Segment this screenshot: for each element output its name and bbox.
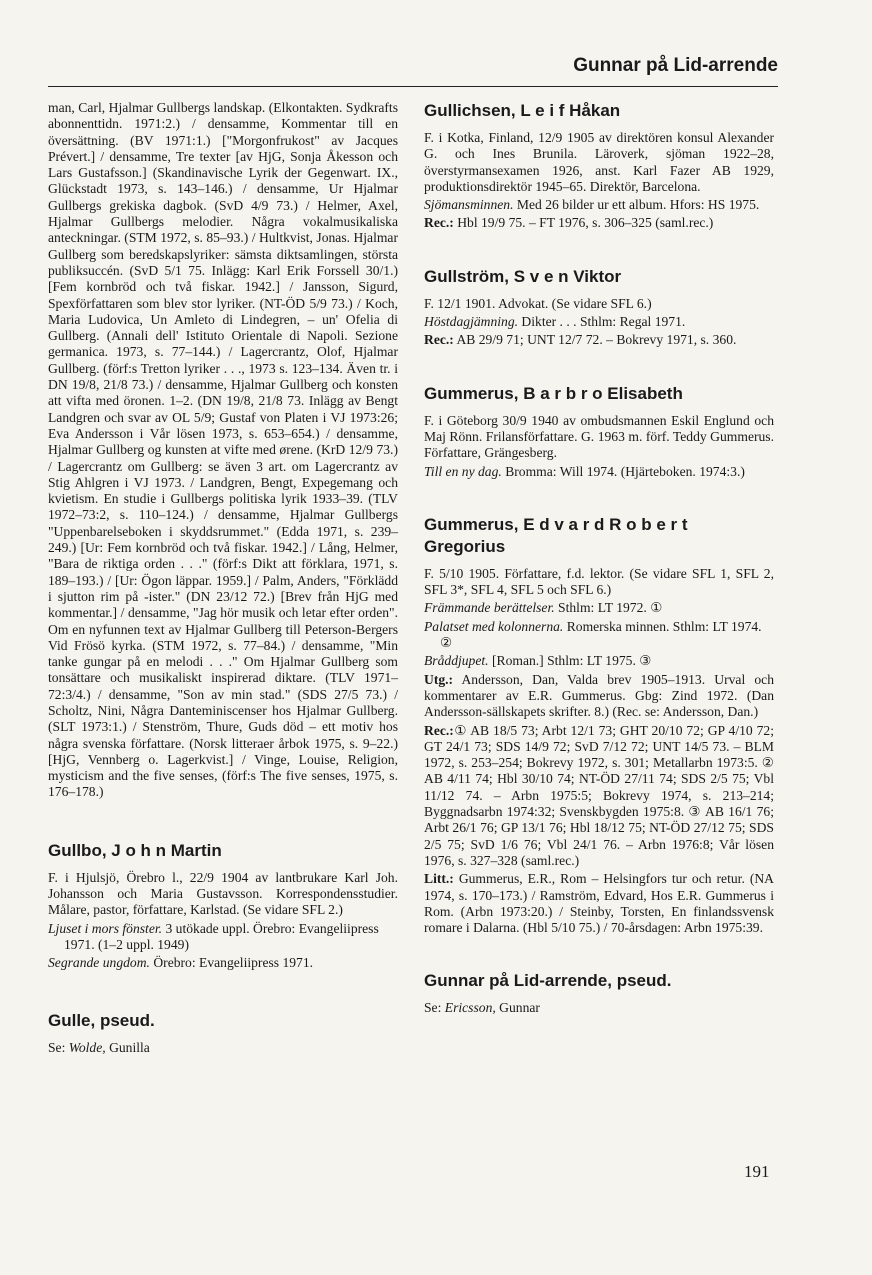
- reviews-text: Hbl 19/9 75. – FT 1976, s. 306–325 (saml.rec.): [453, 215, 714, 231]
- work-title: Segrande ungdom.: [48, 955, 150, 971]
- literature-text: Gummerus, E.R., Rom – Helsingfors tur och retur. (NA 1974, s. 170–173.) / Ramström, Edvard, Hos E.R. Gummerus i Rom. (Arbn 1973:20.) / Steinby, Torsten, En finlandssvensk romare i Dalarna. (Hbl 5/10 75.) / 70-årsdagen: Arbn 1975:39.: [424, 871, 774, 936]
- reviews-text: AB 29/9 71; UNT 12/7 72. – Bokrevy 1971, s. 360.: [453, 332, 737, 348]
- work-item: [48, 955, 398, 971]
- see-prefix: Se:: [424, 1000, 445, 1016]
- page-number: 191: [744, 1162, 770, 1181]
- entry-gullbo: [48, 840, 398, 972]
- entry-gullstrom: [424, 266, 774, 349]
- see-rest: Gunilla: [105, 1039, 150, 1055]
- work-item: [424, 464, 774, 480]
- entry-heading: Gunnar på Lid-arrende, pseud.: [424, 971, 672, 991]
- work-title: Palatset med kolonnerna.: [424, 618, 564, 634]
- work-item: [424, 314, 774, 330]
- entry-gullichsen: [424, 100, 774, 232]
- work-details: 3 utökade uppl. Örebro: Evangeliipress 1971. (1–2 uppl. 1949): [64, 920, 379, 952]
- reviews-label: Rec.:: [424, 722, 454, 738]
- literature: [424, 871, 774, 936]
- entry-heading: Gulle, pseud.: [48, 1010, 155, 1030]
- work-details: [Roman.] Sthlm: LT 1975. ③: [488, 653, 652, 669]
- work-item: [48, 921, 398, 954]
- entry-heading: Gummerus, B a r b r o Elisabeth: [424, 383, 683, 403]
- entry-heading: Gullbo, J o h n Martin: [48, 840, 222, 860]
- entry-heading: Gullichsen, L e i f Håkan: [424, 101, 621, 120]
- see-reference: [424, 1000, 774, 1016]
- work-item: [424, 653, 774, 669]
- heading-line: Gummerus, E d v a r d R o b e r t: [424, 514, 688, 534]
- entry-gummerus-edvard: [424, 514, 774, 937]
- work-title: Främmande berättelser.: [424, 600, 555, 616]
- reviews: [424, 723, 774, 870]
- right-column: [424, 100, 774, 1019]
- running-header: Gunnar på Lid-arrende: [573, 55, 778, 76]
- work-details: Bromma: Will 1974. (Hjärteboken. 1974:3.): [501, 463, 745, 479]
- left-column: [48, 100, 398, 1058]
- literature-label: Litt.:: [424, 871, 454, 887]
- entry-gulle: [48, 1010, 398, 1056]
- work-title: Ljuset i mors fönster.: [48, 920, 163, 936]
- entry-heading: Gullström, S v e n Viktor: [424, 266, 622, 286]
- editions-label: Utg.:: [424, 671, 454, 687]
- entry-bio: F. i Kotka, Finland, 12/9 1905 av direktören konsul Alexander G. och Ines Brunila. Läroverk, sjöman 1922–28, överstyrmansexamen 1926, anst. Karl Fazer AB 1929, produktionsdirektör 1945–65. Direktör, Barcelona.: [424, 130, 774, 194]
- entry-gummerus-barbro: [424, 383, 774, 480]
- work-item: [424, 600, 774, 616]
- entry-bio: F. 5/10 1905. Författare, f.d. lektor. (Se vidare SFL 1, SFL 2, SFL 3*, SFL 4, SFL 5 och SFL 6.): [424, 565, 774, 598]
- see-rest: Gunnar: [495, 1000, 540, 1016]
- work-item: [424, 619, 774, 652]
- entry-heading: [424, 514, 774, 558]
- work-title: Till en ny dag.: [424, 463, 502, 479]
- reviews-label: Rec.:: [424, 215, 454, 231]
- see-reference: [48, 1040, 398, 1056]
- reviews: [424, 215, 774, 231]
- work-details: Dikter . . . Sthlm: Regal 1971.: [518, 314, 686, 330]
- editions: [424, 672, 774, 721]
- work-title: Bråddjupet.: [424, 653, 489, 669]
- see-name: Wolde,: [68, 1039, 106, 1055]
- see-prefix: Se:: [48, 1039, 69, 1055]
- header-rule: [48, 86, 778, 87]
- reviews-text: ① AB 18/5 73; Arbt 12/1 73; GHT 20/10 72; GP 4/10 72; GT 24/1 73; SDS 14/9 72; SvD 7/12 72; UNT 14/5 73. – BLM 1972, s. 253–254; Bokrevy 1972, s. 301; Metallarbn 1973:5. ② AB 4/11 74; Hbl 30/10 74; NT-ÖD 27/11 74; SDS 2/5 75; Vbl 11/12 74. – Arbn 1975:5; Bokrevy 1974, s. 213–214; Byggnadsarbn 1974:32; Svenskbygden 1975:8. ③ AB 16/1 76; Arbt 26/1 76; GP 13/1 76; Hbl 18/12 75; NT-ÖD 27/12 75; SDS 2/5 75; SvD 1/6 76; Vbl 24/1 76. – Arbn 1976:8; Vår lösen 1976, s. 327–328 (saml.rec.): [424, 722, 774, 868]
- work-item: [424, 197, 774, 213]
- work-details: Sthlm: LT 1972. ①: [554, 600, 663, 616]
- work-details: Romerska minnen. Sthlm: LT 1974. ②: [440, 618, 762, 651]
- entry-gunnar: [424, 970, 774, 1016]
- heading-line: Gregorius: [424, 536, 506, 556]
- work-title: Höstdagjämning.: [424, 314, 519, 330]
- reviews-label: Rec.:: [424, 332, 454, 348]
- entry-bio: F. i Hjulsjö, Örebro l., 22/9 1904 av lantbrukare Karl Joh. Johansson och Maria Gustavsson. Korrespondensstudier. Målare, pastor, författare, Karlstad. (Se vidare SFL 2.): [48, 869, 398, 918]
- entry-bio: F. 12/1 1901. Advokat. (Se vidare SFL 6.): [424, 295, 652, 311]
- work-title: Sjömansminnen.: [424, 197, 514, 213]
- continued-bibliography: man, Carl, Hjalmar Gullbergs landskap. (Elkontakten. Sydkrafts abonnenttidn. 1971:2.) / densamme, Kommentar till en översättning. (BV 1971:1.) ["Morgonfrukost" av Jacques Prévert.] / densamme, Tre texter [av HjG, Sonja Åkesson och Lars Gustafsson.] (Skandinavische Lyrik der Gegenwart. IX., Glückstadt 1973, s. 143–146.) / densamme, Ur Hjalmar Gullbergs grekiska dagbok. (SvD 4/9 73.) / Helmer, Axel, Hjalmar Gullbergs melodier. Några vokalmusikaliska anteckningar. (STM 1972, s. 85–93.) / Hultkvist, Jonas. Hjalmar Gullberg som beredskapslyriker: sämsta diktsamlingen, största publiksuccén. (SvD 5/1 75. Inlägg: Karl Erik Forssell 30/1.) [Fem kornbröd och två fiskar. 1942.] / Jansson, Sigurd, Spexförfattaren som blev stor lyriker. (NT-ÖD 5/9 73.) / Koch, Maria Ludovica, Un Amleto di Lindegren, – un' Ofelia di Gullberg. (Annali dell' Istituto Orientale di Napoli. Sezione germanica. 1973, s. 77–144.) / Lagercrantz, Olof, Hjalmar Gullberg. (förf:s Tretton lyriker . . ., 1973 s. 123–134. Även tr. i DN 19/8, 21/8 73.) / densamme, Hjalmar Gullberg och konsten att vifta med öronen. 1–2. (DN 19/8, 21/8 73. Inlägg av Bengt Landgren och svar av OL 5/9; Gustaf von Platen i VJ 1973:26; Eva Andersson i Vår lösen 1973, s. 653–654.) / densamme, Hjalmar Gullberg og kunsten at vifte med ørene. (KrD 12/9 73.) / Lagercrantz om Gullberg: se även 3 art. om Lagercrantz av Stig Ahlgren i VJ 1973. / Landgren, Bengt, Expegemang och kvietism. En studie i Gullbergs politiska lyrik 1933–39. (TLV 1972–73:2, s. 110–124.) / densamme, Hjalmar Gullbergs "Uppenbarelseboken i skyddsrummet." (Edda 1971, s. 239–249.) [Ur: Fem kornbröd och två fiskar. 1942.] / Lång, Helmer, "Bara de riktiga orden . . ." (förf:s Dikt att förklara, 1971, s. 189–193.) / [Ur: Ögon läppar. 1959.] / Palm, Anders, "Förklädd i sjutton rim på -ister." (DN 23/12 72.) [Brev från HjG med kommentar.] / densamme, "Jag hör musik och letar efter orden". Om en nyfunnen text av Hjalmar Gullberg till Peterson-Bergers Vid Frösö kyrka. (STM 1972, s. 77–84.) / densamme, "Min tanke gungar på en melodi . . ." Om Hjalmar Gullberg som tonsättare och musikaliskt inspirerad diktare. (TLV 1971–72:3/4.) / densamme, "Son av min stad." (SDS 27/5 73.) / Scholtz, Nini, Några Danteminiscenser hos Hjalmar Gullberg. (SLT 1973:1.) / Stenström, Thure, Guds död – ett motiv hos några svenska författare. (Norsk litteraer årbok 1975, s. 9–22.) [HjG, Vennberg o. Lagerkvist.] / Vinge, Louise, Religion, mysticism and the five senses, (förf:s The five senses, 1975, s. 176–178.): [48, 100, 398, 800]
- work-details: Med 26 bilder ur ett album. Hfors: HS 1975.: [513, 197, 760, 213]
- work-details: Örebro: Evangeliipress 1971.: [149, 955, 314, 971]
- see-name: Ericsson,: [444, 1000, 496, 1016]
- entry-bio: F. i Göteborg 30/9 1940 av ombudsmannen Eskil Englund och Maj Rönn. Frilansförfattare. G. 1963 m. förf. Teddy Gummerus. Författare, Grängesberg.: [424, 412, 774, 461]
- reviews: [424, 332, 774, 348]
- editions-text: Andersson, Dan, Valda brev 1905–1913. Urval och kommentarer av E.R. Gummerus. Gbg: Zind 1972. (Dan Andersson-sällskapets skrifter. 8.) (Rec. se: Andersson, Dan.): [424, 671, 774, 720]
